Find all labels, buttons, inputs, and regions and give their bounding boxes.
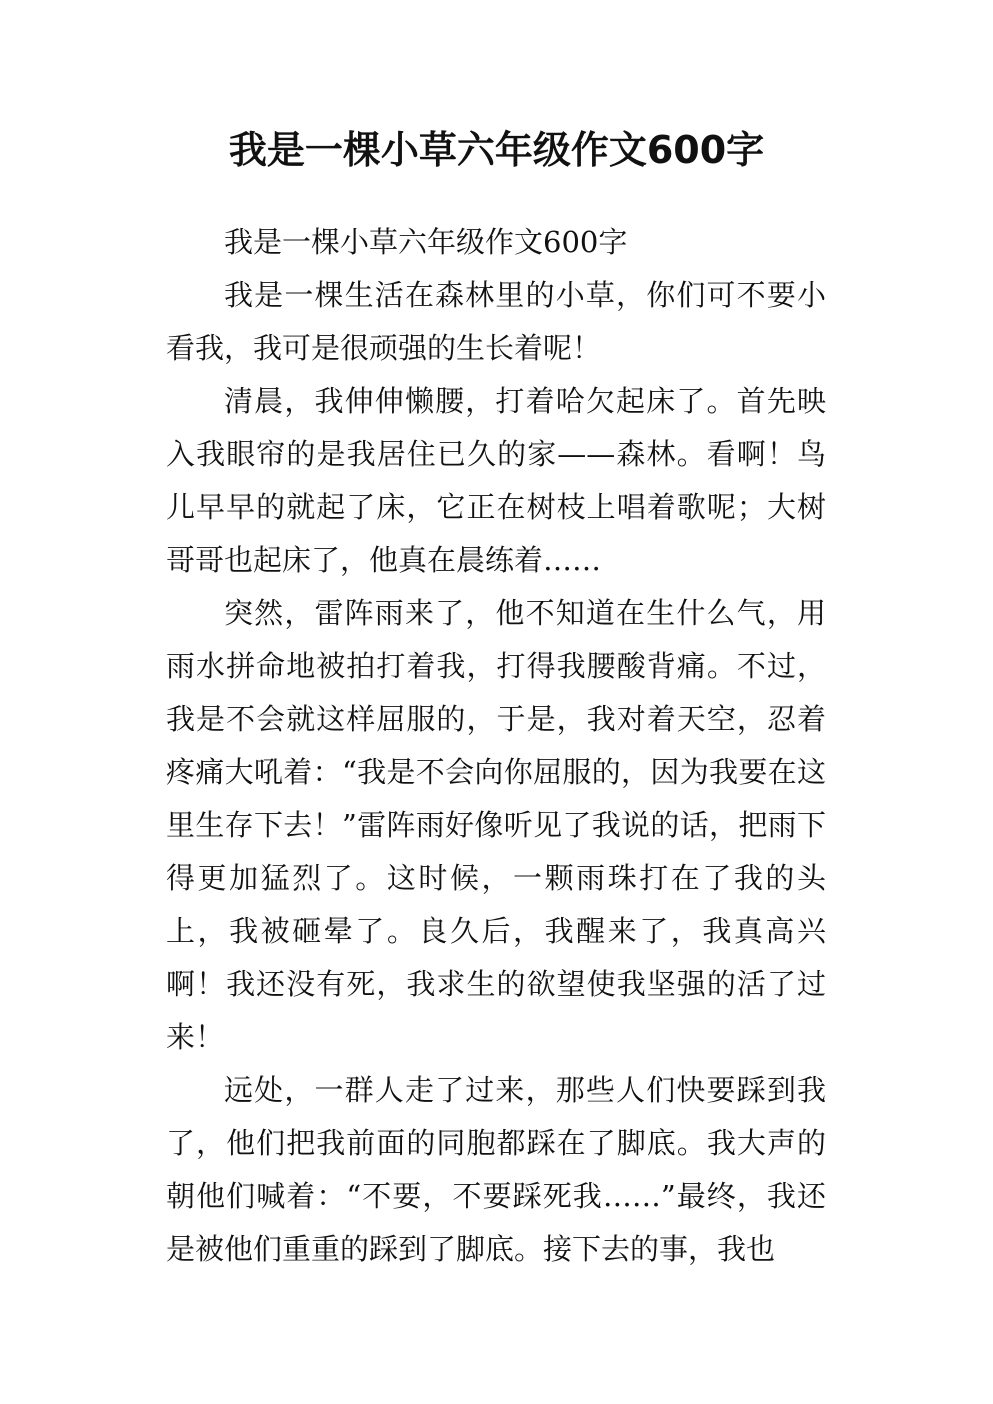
paragraph-trampled: 远处，一群人走了过来，那些人们快要踩到我了，他们把我前面的同胞都踩在了脚底。我大声的朝他们喊着：“不要，不要踩死我……”最终，我还是被他们重重的踩到了脚底。接下去的事，我也: [166, 1073, 826, 1266]
paragraph-intro: 我是一棵生活在森林里的小草，你们可不要小看我，我可是很顽强的生长着呢！: [166, 278, 826, 365]
paragraph-morning: 清晨，我伸伸懒腰，打着哈欠起床了。首先映入我眼帘的是我居住已久的家——森林。看啊！鸟儿早早的就起了床，它正在树枝上唱着歌呢；大树哥哥也起床了，他真在晨练着……: [166, 384, 826, 577]
paragraph-storm: 突然，雷阵雨来了，他不知道在生什么气，用雨水拼命地被拍打着我，打得我腰酸背痛。不过，我是不会就这样屈服的，于是，我对着天空，忍着疼痛大吼着：“我是不会向你屈服的，因为我要在这里生存下去！”雷阵雨好像听见了我说的话，把雨下得更加猛烈了。这时候，一颗雨珠打在了我的头上，我被砸晕了。良久后，我醒来了，我真高兴啊！我还没有死，我求生的欲望使我坚强的活了过来！: [166, 596, 826, 1054]
document-title: 我是一棵小草六年级作文600字: [228, 128, 765, 172]
document-body: [166, 216, 826, 1276]
paragraph-subtitle: 我是一棵小草六年级作文600字: [224, 225, 628, 259]
